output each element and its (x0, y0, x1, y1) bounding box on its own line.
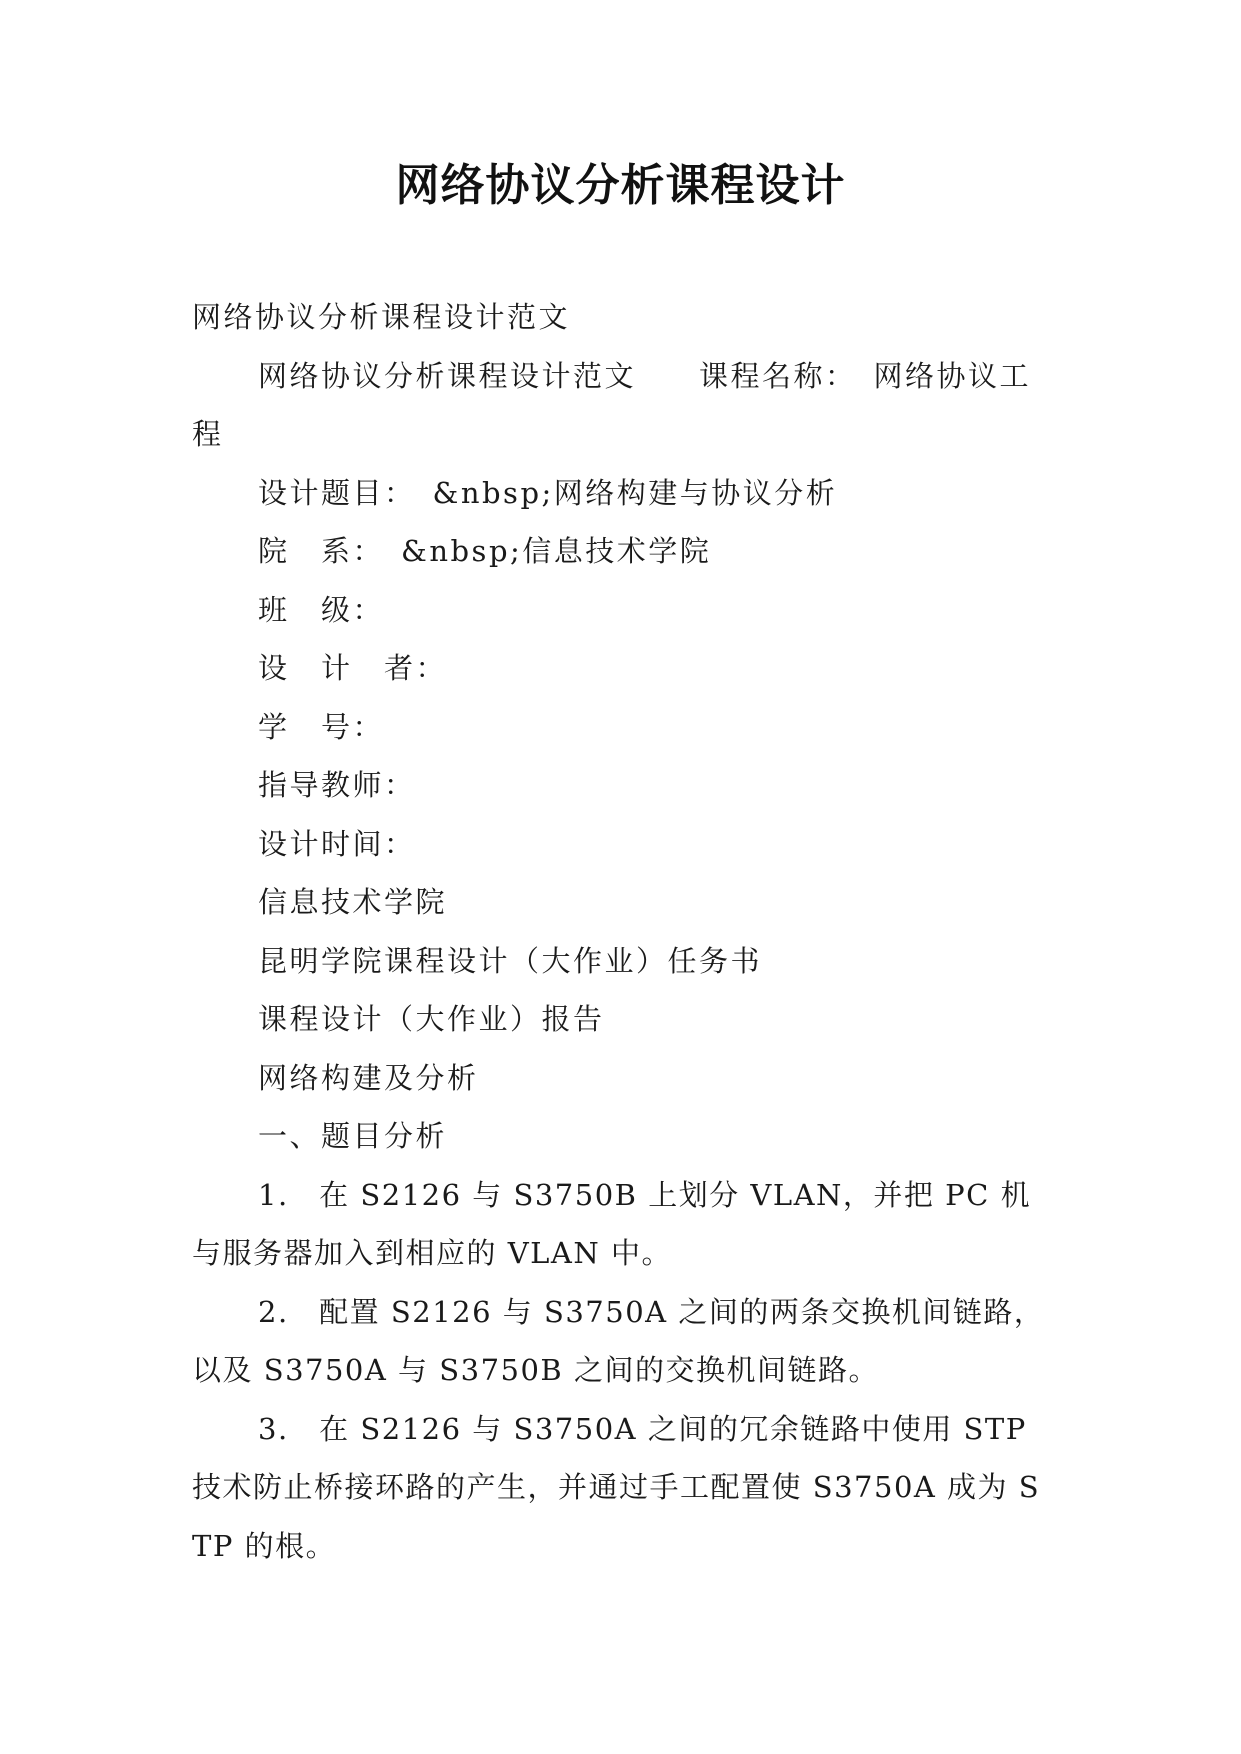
paragraph-design-time: 设计时间： (258, 826, 416, 861)
paragraph-course-name: 网络协议分析课程设计范文 课程名称： 网络协议工程 (192, 358, 1032, 451)
paragraph-task-book: 昆明学院课程设计（大作业）任务书 (258, 943, 763, 978)
list-item-3: 3. 在 S2126 与 S3750A 之间的冗余链路中使用 STP 技术防止桥接环路的产生，并通过手工配置使 S3750A 成为 STP 的根。 (192, 1411, 1041, 1563)
paragraph-designer: 设 计 者： (258, 651, 448, 685)
paragraph-class: 班 级： (258, 592, 385, 627)
paragraph-department: 院 系： &nbsp;信息技术学院 (258, 534, 712, 568)
paragraph-student-id: 学 号： (258, 709, 385, 744)
paragraph-design-topic: 设计题目： &nbsp;网络构建与协议分析 (258, 475, 838, 510)
document-body (192, 288, 1052, 1575)
section-heading: 一、题目分析 (258, 1119, 448, 1153)
paragraph-subtitle: 网络协议分析课程设计范文 (192, 300, 571, 334)
paragraph-advisor: 指导教师： (258, 768, 416, 802)
paragraph-report: 课程设计（大作业）报告 (258, 1002, 605, 1036)
document-title: 网络协议分析课程设计 (395, 160, 846, 211)
paragraph-network-build: 网络构建及分析 (258, 1060, 479, 1095)
paragraph-school: 信息技术学院 (258, 885, 448, 919)
list-item-1: 1. 在 S2126 与 S3750B 上划分 VLAN，并把 PC 机与服务器加入到相应的 VLAN 中。 (192, 1177, 1032, 1270)
list-item-2: 2. 配置 S2126 与 S3750A 之间的两条交换机间链路，以及 S3750A 与 S3750B 之间的交换机间链路。 (192, 1294, 1045, 1387)
